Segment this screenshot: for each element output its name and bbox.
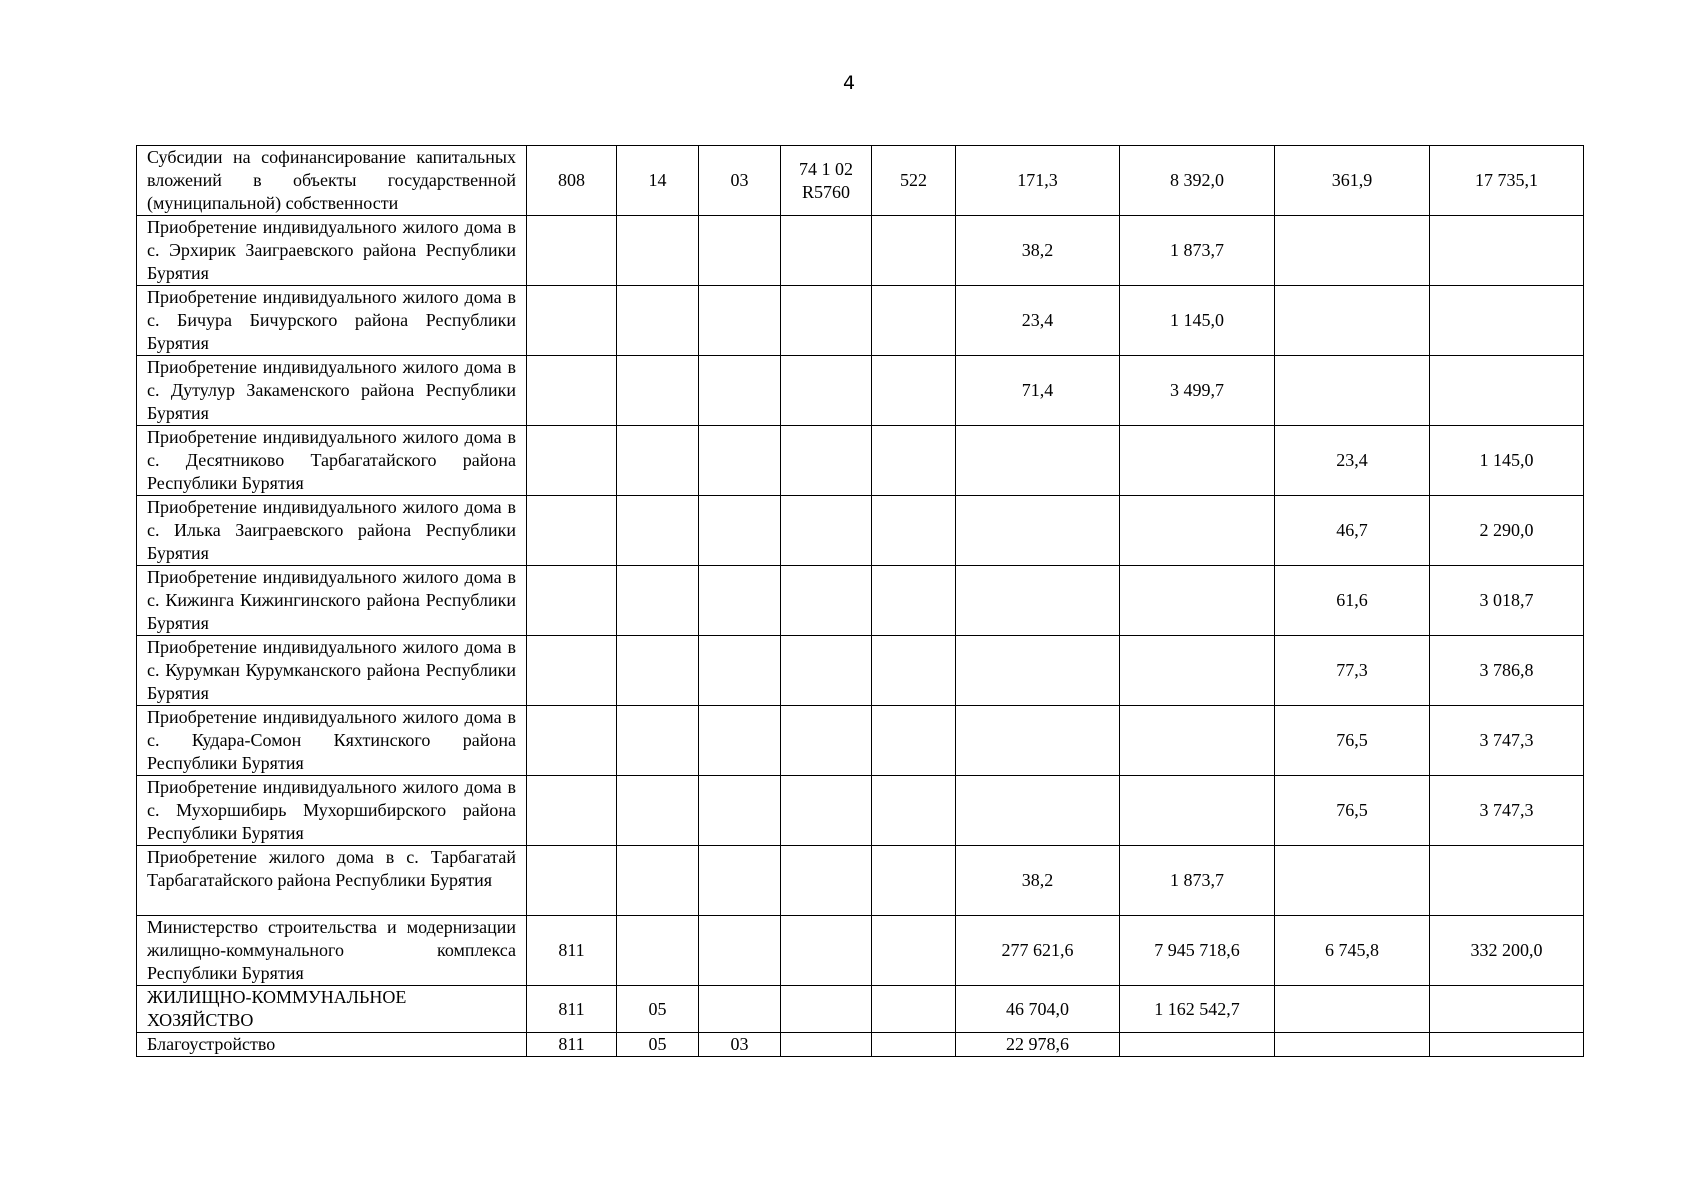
- subsection-code: [699, 776, 781, 846]
- amount-col-4: [1430, 846, 1584, 916]
- subsection-code: [699, 636, 781, 706]
- subsection-code: [699, 356, 781, 426]
- amount-col-1: [956, 566, 1120, 636]
- row-name: Приобретение индивидуального жилого дома в с. Десятниково Тарбагатайского района Республики Бурятия: [137, 426, 527, 496]
- section-code: [617, 846, 699, 916]
- amount-col-1: 38,2: [956, 216, 1120, 286]
- amount-col-1: [956, 496, 1120, 566]
- expense-type-code: [872, 636, 956, 706]
- target-article-line-1: 74 1 02: [799, 158, 853, 179]
- ministry-code: [527, 356, 617, 426]
- expense-type-code: [872, 916, 956, 986]
- amount-col-2: 7 945 718,6: [1120, 916, 1275, 986]
- ministry-code: [527, 216, 617, 286]
- expense-type-code: [872, 706, 956, 776]
- budget-table: [136, 145, 1584, 1057]
- table-row: [137, 916, 1584, 986]
- amount-col-1: 22 978,6: [956, 1033, 1120, 1057]
- amount-col-4: [1430, 286, 1584, 356]
- table-row: [137, 776, 1584, 846]
- amount-col-4: 3 747,3: [1430, 706, 1584, 776]
- expense-type-code: [872, 986, 956, 1033]
- section-code: [617, 216, 699, 286]
- amount-col-2: 1 162 542,7: [1120, 986, 1275, 1033]
- amount-col-4: [1430, 1033, 1584, 1057]
- section-code: 05: [617, 1033, 699, 1057]
- amount-col-2: [1120, 706, 1275, 776]
- expense-type-code: [872, 356, 956, 426]
- amount-col-1: 46 704,0: [956, 986, 1120, 1033]
- target-article-code: [781, 1033, 872, 1057]
- table-row: [137, 216, 1584, 286]
- amount-col-2: [1120, 496, 1275, 566]
- target-article-code: [781, 286, 872, 356]
- table-row: [137, 846, 1584, 916]
- amount-col-3: [1275, 216, 1430, 286]
- section-code: [617, 916, 699, 986]
- subsection-code: [699, 566, 781, 636]
- table-row: [137, 706, 1584, 776]
- target-article-code: [781, 776, 872, 846]
- target-article-code: [781, 636, 872, 706]
- ministry-code: [527, 706, 617, 776]
- page-number: 4: [842, 72, 856, 94]
- subsection-code: [699, 286, 781, 356]
- amount-col-2: 1 145,0: [1120, 286, 1275, 356]
- amount-col-3: 61,6: [1275, 566, 1430, 636]
- amount-col-2: 8 392,0: [1120, 146, 1275, 216]
- row-name: Приобретение индивидуального жилого дома в с. Бичура Бичурского района Республики Бурятия: [137, 286, 527, 356]
- row-name: Приобретение индивидуального жилого дома в с. Кудара-Сомон Кяхтинского района Республики Бурятия: [137, 706, 527, 776]
- amount-col-3: 361,9: [1275, 146, 1430, 216]
- amount-col-3: 76,5: [1275, 776, 1430, 846]
- amount-col-3: [1275, 1033, 1430, 1057]
- subsection-code: [699, 706, 781, 776]
- amount-col-3: [1275, 846, 1430, 916]
- subsection-code: [699, 916, 781, 986]
- ministry-code: [527, 846, 617, 916]
- target-article-code: [781, 496, 872, 566]
- amount-col-1: 23,4: [956, 286, 1120, 356]
- table-row: [137, 146, 1584, 216]
- section-code: [617, 286, 699, 356]
- target-article-line-2: R5760: [801, 181, 850, 202]
- ministry-code: 811: [527, 986, 617, 1033]
- amount-col-3: [1275, 286, 1430, 356]
- row-name: Министерство строительства и модернизации жилищно-коммунального комплекса Республики Бурятия: [137, 916, 527, 986]
- amount-col-1: [956, 636, 1120, 706]
- target-article-code: [781, 146, 872, 216]
- amount-col-4: 3 747,3: [1430, 776, 1584, 846]
- section-code: [617, 426, 699, 496]
- amount-col-3: 76,5: [1275, 706, 1430, 776]
- amount-col-4: 17 735,1: [1430, 146, 1584, 216]
- expense-type-code: [872, 216, 956, 286]
- section-code: [617, 566, 699, 636]
- row-name: Приобретение индивидуального жилого дома в с. Дутулур Закаменского района Республики Бурятия: [137, 356, 527, 426]
- expense-type-code: [872, 776, 956, 846]
- row-name: Приобретение индивидуального жилого дома в с. Илька Заиграевского района Республики Бурятия: [137, 496, 527, 566]
- target-article-code-text: [799, 158, 853, 204]
- amount-col-2: 1 873,7: [1120, 216, 1275, 286]
- amount-col-2: [1120, 1033, 1275, 1057]
- amount-col-2: [1120, 426, 1275, 496]
- amount-col-3: 6 745,8: [1275, 916, 1430, 986]
- ministry-code: [527, 566, 617, 636]
- expense-type-code: 522: [872, 146, 956, 216]
- row-name: Приобретение индивидуального жилого дома в с. Мухоршибирь Мухоршибирского района Республики Бурятия: [137, 776, 527, 846]
- table-row: [137, 636, 1584, 706]
- section-code: [617, 356, 699, 426]
- ministry-code: [527, 496, 617, 566]
- table-row: [137, 986, 1584, 1033]
- expense-type-code: [872, 846, 956, 916]
- subsection-code: [699, 216, 781, 286]
- table-row: [137, 566, 1584, 636]
- row-name: Приобретение индивидуального жилого дома в с. Кижинга Кижингинского района Республики Бурятия: [137, 566, 527, 636]
- target-article-code: [781, 216, 872, 286]
- ministry-code: 808: [527, 146, 617, 216]
- ministry-code: [527, 776, 617, 846]
- section-code: [617, 496, 699, 566]
- amount-col-2: 3 499,7: [1120, 356, 1275, 426]
- amount-col-1: [956, 706, 1120, 776]
- amount-col-3: [1275, 356, 1430, 426]
- row-name: Приобретение индивидуального жилого дома в с. Курумкан Курумканского района Республики Бурятия: [137, 636, 527, 706]
- target-article-code: [781, 356, 872, 426]
- amount-col-4: 2 290,0: [1430, 496, 1584, 566]
- amount-col-1: 171,3: [956, 146, 1120, 216]
- expense-type-code: [872, 426, 956, 496]
- table-row: [137, 286, 1584, 356]
- amount-col-1: 277 621,6: [956, 916, 1120, 986]
- amount-col-4: 3 018,7: [1430, 566, 1584, 636]
- amount-col-4: [1430, 216, 1584, 286]
- ministry-code: [527, 426, 617, 496]
- amount-col-4: [1430, 986, 1584, 1033]
- ministry-code: [527, 286, 617, 356]
- subsection-code: [699, 986, 781, 1033]
- table-row: [137, 496, 1584, 566]
- table-row: [137, 426, 1584, 496]
- amount-col-3: [1275, 986, 1430, 1033]
- ministry-code: 811: [527, 1033, 617, 1057]
- subsection-code: [699, 426, 781, 496]
- row-name: ЖИЛИЩНО-КОММУНАЛЬНОЕ ХОЗЯЙСТВО: [137, 986, 527, 1033]
- subsection-code: 03: [699, 1033, 781, 1057]
- amount-col-1: 71,4: [956, 356, 1120, 426]
- table-row: [137, 356, 1584, 426]
- amount-col-3: 46,7: [1275, 496, 1430, 566]
- target-article-code: [781, 916, 872, 986]
- target-article-code: [781, 426, 872, 496]
- subsection-code: [699, 846, 781, 916]
- target-article-code: [781, 986, 872, 1033]
- expense-type-code: [872, 1033, 956, 1057]
- amount-col-4: 332 200,0: [1430, 916, 1584, 986]
- subsection-code: [699, 496, 781, 566]
- amount-col-4: 1 145,0: [1430, 426, 1584, 496]
- amount-col-3: 77,3: [1275, 636, 1430, 706]
- ministry-code: [527, 636, 617, 706]
- amount-col-2: [1120, 566, 1275, 636]
- amount-col-2: [1120, 636, 1275, 706]
- section-code: [617, 636, 699, 706]
- amount-col-1: [956, 426, 1120, 496]
- row-name: Субсидии на софинансирование капитальных вложений в объекты государственной (муниципальной) собственности: [137, 146, 527, 216]
- table-row: [137, 1033, 1584, 1057]
- section-code: 05: [617, 986, 699, 1033]
- amount-col-4: 3 786,8: [1430, 636, 1584, 706]
- section-code: [617, 776, 699, 846]
- section-code: 14: [617, 146, 699, 216]
- expense-type-code: [872, 566, 956, 636]
- expense-type-code: [872, 286, 956, 356]
- target-article-code: [781, 846, 872, 916]
- amount-col-2: [1120, 776, 1275, 846]
- target-article-code: [781, 706, 872, 776]
- amount-col-4: [1430, 356, 1584, 426]
- section-code: [617, 706, 699, 776]
- amount-col-3: 23,4: [1275, 426, 1430, 496]
- amount-col-2: 1 873,7: [1120, 846, 1275, 916]
- target-article-code: [781, 566, 872, 636]
- subsection-code: 03: [699, 146, 781, 216]
- amount-col-1: 38,2: [956, 846, 1120, 916]
- row-name: Приобретение индивидуального жилого дома в с. Эрхирик Заиграевского района Республики Бурятия: [137, 216, 527, 286]
- row-name: Приобретение жилого дома в с. Тарбагатай Тарбагатайского района Республики Бурятия: [137, 846, 527, 916]
- amount-col-1: [956, 776, 1120, 846]
- row-name: Благоустройство: [137, 1033, 527, 1057]
- expense-type-code: [872, 496, 956, 566]
- ministry-code: 811: [527, 916, 617, 986]
